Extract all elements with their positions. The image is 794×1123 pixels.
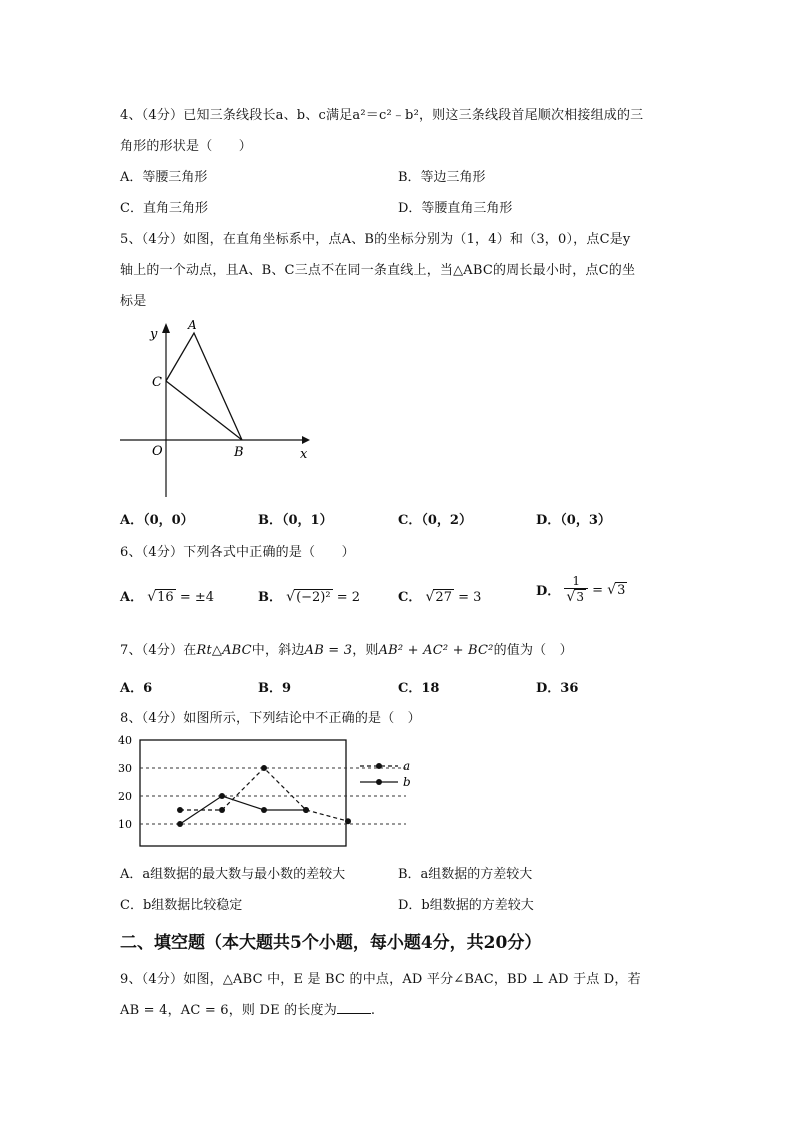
series-a-point-3 <box>261 765 267 771</box>
q7-option-a: A．6 <box>120 681 153 696</box>
q8-stem: 8、（4分）如图所示，下列结论中不正确的是（ ） <box>120 711 421 726</box>
y-tick-10: 10 <box>118 818 132 831</box>
legend-a-marker <box>376 763 382 769</box>
chart-y-ticks <box>118 734 132 831</box>
q5-stem-line2: 轴上的一个动点，且A、B、C三点不在同一条直线上，当△ABC的周长最小时，点C的坐 <box>120 263 636 278</box>
q9-stem-line1: 9、（4分）如图，△ABC 中，E 是 BC 的中点，AD 平分∠BAC，BD ⊥ AD 于点 D，若 <box>120 972 641 987</box>
q7-triangle: Rt△ABC <box>196 643 252 658</box>
legend-a-label: a <box>403 759 411 773</box>
series-b-point-2 <box>219 793 225 799</box>
q6-option-a: A． √16 = ±4 <box>120 589 215 605</box>
q4-option-b: B．等边三角形 <box>398 170 486 185</box>
q9-line2-text: AB = 4，AC = 6，则 DE 的长度为 <box>120 1003 337 1018</box>
q7-expression: AB² + AC² + BC² <box>378 643 494 658</box>
q6-option-b: B． √(−2)² = 2 <box>258 589 361 605</box>
y-axis-arrow <box>162 323 170 333</box>
q4-option-d: D．等腰直角三角形 <box>398 201 513 216</box>
q7-option-b: B．9 <box>258 681 292 696</box>
q6-c-rhs: = 3 <box>458 590 482 605</box>
chart-legend <box>360 759 411 789</box>
series-a-point-2 <box>219 807 225 813</box>
q5-option-a: A．（0，0） <box>120 513 194 528</box>
q4-stem-line1: 4、（4分）已知三条线段长a、b、c满足a²＝c²﹣b²，则这三条线段首尾顺次相接组成的三 <box>120 108 644 123</box>
chart-frame <box>140 740 346 846</box>
y-tick-30: 30 <box>118 762 132 775</box>
legend-b-marker <box>376 779 382 785</box>
q5-option-c: C．（0，2） <box>398 513 472 528</box>
series-b-point-1 <box>177 821 183 827</box>
label-y: y <box>150 327 158 342</box>
q6-stem: 6、（4分）下列各式中正确的是（ ） <box>120 545 355 560</box>
q4-option-a: A．等腰三角形 <box>120 170 208 185</box>
y-tick-20: 20 <box>118 790 132 803</box>
q6-d-numerator: 1 <box>564 574 588 589</box>
q7-option-c: C．18 <box>398 681 440 696</box>
q6-a-rhs: = ±4 <box>179 590 215 605</box>
series-b-line <box>180 796 306 824</box>
q5-option-d: D．（0，3） <box>536 513 611 528</box>
q5-coordinate-figure <box>110 315 320 500</box>
q5-stem-line1: 5、（4分）如图，在直角坐标系中，点A、B的坐标分别为（1，4）和（3，0），点C是y <box>120 232 631 247</box>
section-2-heading: 二、填空题（本大题共5个小题，每小题4分，共20分） <box>120 933 542 953</box>
q8-option-b: B．a组数据的方差较大 <box>398 867 533 882</box>
q6-c-radicand: 27 <box>435 590 452 605</box>
series-a-line <box>180 768 348 821</box>
q8-line-chart <box>114 732 424 850</box>
series-b-point-3 <box>261 807 267 813</box>
series-b-point-4 <box>303 807 309 813</box>
q7-stem <box>120 639 573 658</box>
triangle-abc <box>166 333 242 440</box>
q6-a-label: A． <box>120 590 144 605</box>
series-a-point-5 <box>345 818 351 824</box>
q7-mid: 中，斜边 <box>251 643 305 658</box>
label-b: B <box>234 445 244 460</box>
x-axis-arrow <box>302 436 310 444</box>
q6-b-radicand: (−2)² <box>296 590 331 605</box>
q6-c-label: C． <box>398 590 422 605</box>
label-x: x <box>300 447 308 462</box>
q6-d-label: D． <box>536 584 561 599</box>
q7-prefix: 7、（4分）在 <box>120 643 197 658</box>
label-o: O <box>152 444 163 459</box>
series-a-point-1 <box>177 807 183 813</box>
q9-answer-blank[interactable] <box>337 1001 371 1014</box>
q6-d-fraction: $\frac{1}{√3}$ <box>564 574 588 605</box>
legend-b-label: b <box>403 775 411 789</box>
q8-option-d: D．b组数据的方差较大 <box>398 898 534 913</box>
q7-suffix: 的值为（ ） <box>493 643 573 658</box>
q6-b-label: B． <box>258 590 282 605</box>
q9-stem-line2 <box>120 999 375 1018</box>
q7-mid2: ，则 <box>352 643 379 658</box>
q5-stem-line3: 标是 <box>120 294 147 309</box>
y-tick-40: 40 <box>118 734 132 747</box>
q6-option-d: D． $\frac{1}{√3}$ = √3 <box>536 574 626 605</box>
q8-option-a: A．a组数据的最大数与最小数的差较大 <box>120 867 346 882</box>
q6-option-c: C． √27 = 3 <box>398 589 482 605</box>
q9-line2-end: . <box>370 1003 376 1018</box>
q5-option-b: B．（0，1） <box>258 513 333 528</box>
label-c: C <box>152 375 162 390</box>
q8-option-c: C．b组数据比较稳定 <box>120 898 243 913</box>
q7-option-d: D．36 <box>536 681 579 696</box>
q4-stem-line2: 角形的形状是（ ） <box>120 139 253 154</box>
q7-ab: AB = 3 <box>304 643 353 658</box>
label-a: A <box>188 318 197 332</box>
q6-d-denominator: 3 <box>576 590 584 604</box>
q6-a-radicand: 16 <box>157 590 174 605</box>
chart-series <box>177 765 351 827</box>
q6-d-rhs-radicand: 3 <box>617 582 626 598</box>
q6-b-rhs: = 2 <box>336 590 361 605</box>
q4-option-c: C．直角三角形 <box>120 201 208 216</box>
